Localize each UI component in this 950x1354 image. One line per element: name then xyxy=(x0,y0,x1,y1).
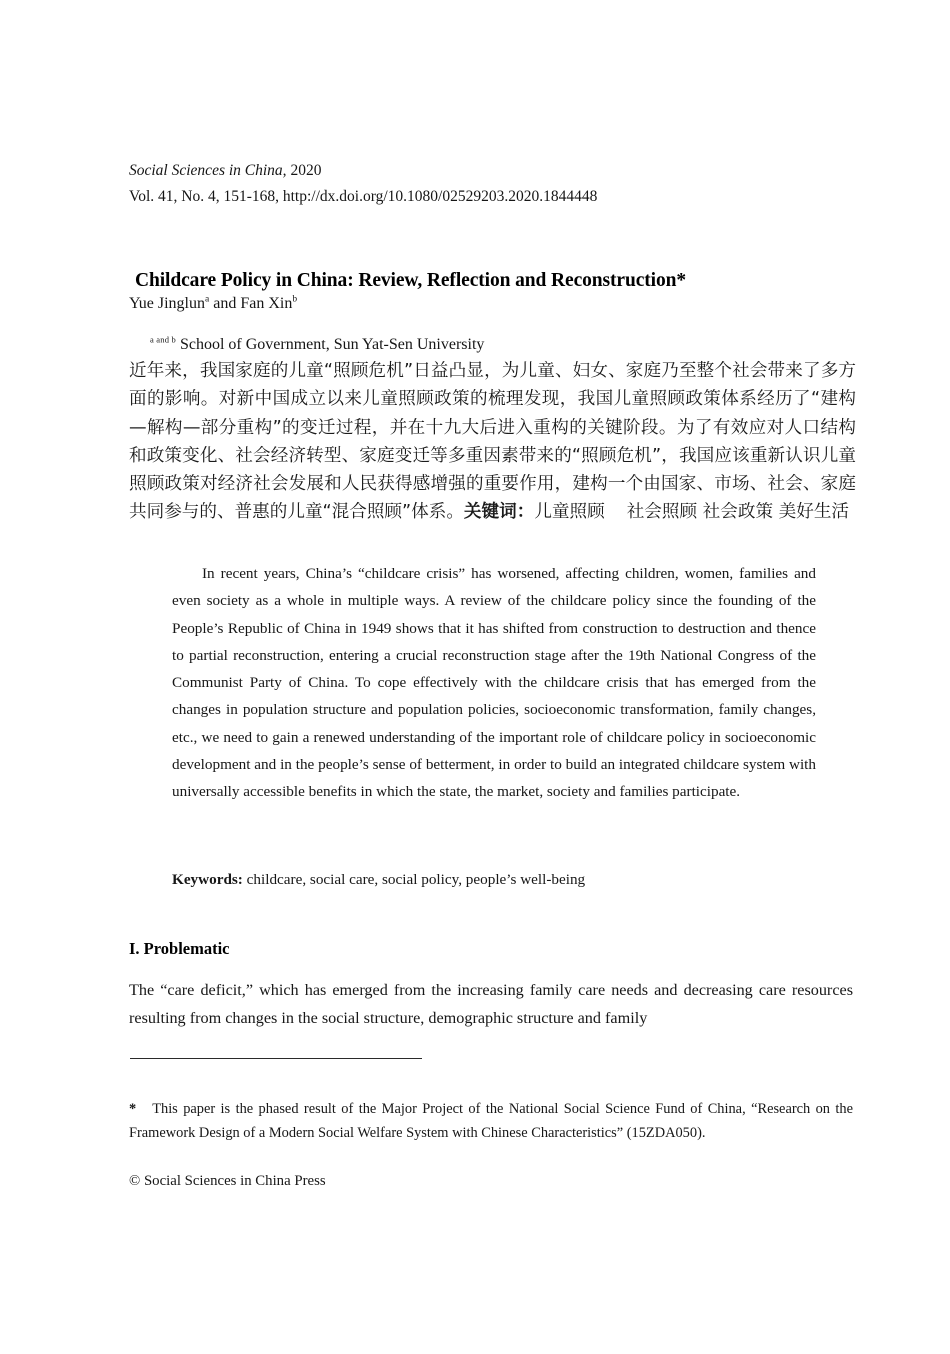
english-keywords xyxy=(172,868,832,892)
page-title: Childcare Policy in China: Review, Reflection and Reconstruction* xyxy=(135,270,687,292)
footnote-block xyxy=(129,1098,853,1145)
section-heading-problematic: I. Problematic xyxy=(129,938,230,958)
copyright-line: © Social Sciences in China Press xyxy=(129,1173,326,1189)
journal-year: 2020 xyxy=(286,162,322,179)
chinese-abstract-text: 近年来，我国家庭的儿童“照顾危机”日益凸显，为儿童、妇女、家庭乃至整个社会带来了多方面的影响。对新中国成立以来儿童照顾政策的梳理发现，我国儿童照顾政策体系经历了“建构—解构—部分重构”的变迁过程，并在十九大后进入重构的关键阶段。为了有效应对人口结构和政策变化、社会经济转型、家庭变迁等多重因素带来的“照顾危机”，我国应该重新认识儿童照顾政策对经济社会发展和人民获得感增强的重要作用，建构一个由国家、市场、社会、家庭共同参与的、普惠的儿童“混合照顾”体系。 xyxy=(129,361,856,523)
journal-header xyxy=(129,158,869,210)
english-keywords-label: Keywords: xyxy=(172,871,243,888)
footnote-separator-rule xyxy=(130,1058,422,1059)
affiliation-line xyxy=(150,334,870,356)
journal-name: Social Sciences in China, xyxy=(129,162,287,179)
chinese-keywords-rest: 社会照顾 社会政策 美好生活 xyxy=(626,502,850,523)
author-a-affiliation-mark: a xyxy=(205,294,210,305)
footnote-marker: * xyxy=(129,1101,137,1117)
author-conjunction: and Fan Xin xyxy=(209,295,293,312)
chinese-keyword-first: 儿童照顾 xyxy=(534,502,605,523)
author-primary: Yue Jinglun xyxy=(129,295,205,312)
section-body-paragraph: The “care deficit,” which has emerged from the increasing family care needs and decreasing care resources resulting from changes in the social structure, demographic structure and family xyxy=(129,981,853,1027)
author-list xyxy=(129,292,859,316)
author-b-affiliation-mark: b xyxy=(292,294,298,305)
english-keywords-values: childcare, social care, social policy, people’s well-being xyxy=(242,871,586,888)
english-abstract: In recent years, China’s “childcare crisis” has worsened, affecting children, women, families and even society as a whole in multiple ways. A review of the childcare policy since the founding of the People’s Republic of China in 1949 shows that it has shifted from construction to destruction and thence to partial reconstruction, entering a crucial reconstruction stage after the 19th National Congress of the Communist Party of China. To cope effectively with the childcare crisis that has emerged from the changes in population structure and population policies, socioeconomic transformation, family changes, etc., we need to gain a renewed understanding of the important role of childcare policy in socioeconomic development and in the people’s sense of betterment, in order to build an integrated childcare system with universally accessible benefits in which the state, the market, society and families participate. xyxy=(172,565,816,801)
chinese-keywords-label: 关键词： xyxy=(463,502,535,523)
affiliation-text: School of Government, Sun Yat-Sen University xyxy=(175,336,485,353)
journal-volume-line: Vol. 41, No. 4, 151-168, http://dx.doi.org/10.1080/02529203.2020.1844448 xyxy=(129,188,598,205)
footnote-text: This paper is the phased result of the Major Project of the National Social Science Fund of China, “Research on the Framework Design of a Modern Social Welfare System with Chinese Characteristics” (15ZDA050). xyxy=(129,1101,853,1141)
affiliation-mark: a and b xyxy=(150,334,176,345)
journal-citation-line xyxy=(129,158,869,184)
chinese-abstract xyxy=(129,357,856,527)
